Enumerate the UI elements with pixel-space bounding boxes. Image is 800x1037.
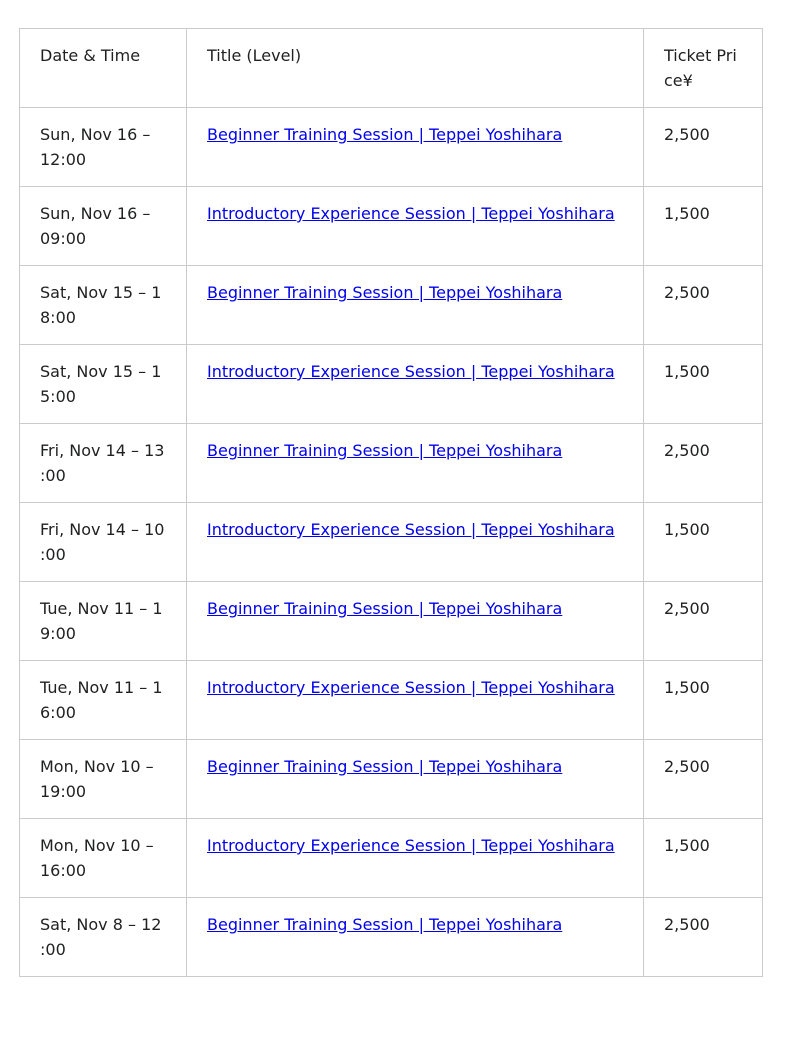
session-row: [20, 819, 763, 898]
header-ticket-price-label-line2: ce¥: [664, 71, 693, 90]
price-cell: [644, 740, 763, 819]
date-time-line1: Sun, Nov 16 –: [40, 125, 151, 144]
price-value: 1,500: [664, 836, 710, 855]
date-time-line2: 16:00: [40, 861, 87, 880]
session-title-link[interactable]: Beginner Training Session | Teppei Yoshihara: [207, 283, 563, 302]
session-title-link[interactable]: Beginner Training Session | Teppei Yoshihara: [207, 757, 563, 776]
price-cell: [644, 187, 763, 266]
date-time-cell: [20, 819, 187, 898]
date-time-cell: [20, 898, 187, 977]
sessions-table: [19, 28, 763, 977]
session-title-link[interactable]: Beginner Training Session | Teppei Yoshihara: [207, 915, 563, 934]
session-row: [20, 661, 763, 740]
price-cell: [644, 424, 763, 503]
date-time-cell: [20, 661, 187, 740]
price-value: 1,500: [664, 362, 710, 381]
price-cell: [644, 503, 763, 582]
sessions-table-wrap: [19, 28, 800, 977]
sessions-table-head: [20, 29, 763, 108]
title-cell: [187, 898, 644, 977]
session-row: [20, 266, 763, 345]
sessions-table-body: [20, 108, 763, 977]
date-time-line2: :00: [40, 940, 66, 959]
session-title-link[interactable]: Introductory Experience Session | Teppei Yoshihara: [207, 204, 615, 223]
date-time-line2: 12:00: [40, 150, 87, 169]
header-date-time-label: Date & Time: [40, 46, 141, 65]
session-title-link[interactable]: Beginner Training Session | Teppei Yoshihara: [207, 599, 563, 618]
session-title-link[interactable]: Beginner Training Session | Teppei Yoshihara: [207, 441, 563, 460]
title-cell: [187, 503, 644, 582]
date-time-line2: 09:00: [40, 229, 87, 248]
date-time-cell: [20, 266, 187, 345]
title-cell: [187, 108, 644, 187]
date-time-cell: [20, 424, 187, 503]
title-cell: [187, 582, 644, 661]
session-title-link[interactable]: Introductory Experience Session | Teppei Yoshihara: [207, 836, 615, 855]
session-row: [20, 108, 763, 187]
price-cell: [644, 108, 763, 187]
date-time-line2: :00: [40, 466, 66, 485]
header-ticket-price: [644, 29, 763, 108]
session-row: [20, 503, 763, 582]
session-row: [20, 898, 763, 977]
price-cell: [644, 266, 763, 345]
date-time-line2: 19:00: [40, 782, 87, 801]
date-time-line1: Tue, Nov 11 – 1: [40, 678, 163, 697]
price-cell: [644, 819, 763, 898]
date-time-line1: Tue, Nov 11 – 1: [40, 599, 163, 618]
price-value: 2,500: [664, 125, 710, 144]
price-value: 2,500: [664, 283, 710, 302]
title-cell: [187, 819, 644, 898]
date-time-line1: Sat, Nov 15 – 1: [40, 283, 162, 302]
date-time-line2: 5:00: [40, 387, 76, 406]
date-time-cell: [20, 187, 187, 266]
date-time-line1: Mon, Nov 10 –: [40, 836, 154, 855]
price-value: 2,500: [664, 757, 710, 776]
date-time-line1: Sun, Nov 16 –: [40, 204, 151, 223]
price-value: 1,500: [664, 204, 710, 223]
title-cell: [187, 187, 644, 266]
title-cell: [187, 266, 644, 345]
date-time-line1: Fri, Nov 14 – 10: [40, 520, 165, 539]
title-cell: [187, 661, 644, 740]
session-row: [20, 187, 763, 266]
date-time-line2: 6:00: [40, 703, 76, 722]
price-value: 2,500: [664, 915, 710, 934]
session-row: [20, 424, 763, 503]
session-title-link[interactable]: Introductory Experience Session | Teppei Yoshihara: [207, 362, 615, 381]
session-title-link[interactable]: Introductory Experience Session | Teppei Yoshihara: [207, 520, 615, 539]
date-time-cell: [20, 345, 187, 424]
header-ticket-price-label-line1: Ticket Pri: [664, 46, 737, 65]
price-cell: [644, 661, 763, 740]
date-time-cell: [20, 582, 187, 661]
date-time-line1: Sat, Nov 15 – 1: [40, 362, 162, 381]
header-date-time: [20, 29, 187, 108]
session-row: [20, 345, 763, 424]
date-time-cell: [20, 740, 187, 819]
header-title-level: [187, 29, 644, 108]
session-title-link[interactable]: Introductory Experience Session | Teppei Yoshihara: [207, 678, 615, 697]
price-value: 1,500: [664, 520, 710, 539]
session-row: [20, 582, 763, 661]
date-time-line2: 8:00: [40, 308, 76, 327]
price-cell: [644, 898, 763, 977]
price-cell: [644, 345, 763, 424]
price-value: 2,500: [664, 599, 710, 618]
title-cell: [187, 740, 644, 819]
date-time-line1: Mon, Nov 10 –: [40, 757, 154, 776]
date-time-line1: Fri, Nov 14 – 13: [40, 441, 165, 460]
price-value: 2,500: [664, 441, 710, 460]
date-time-line2: :00: [40, 545, 66, 564]
session-row: [20, 740, 763, 819]
date-time-cell: [20, 503, 187, 582]
price-cell: [644, 582, 763, 661]
price-value: 1,500: [664, 678, 710, 697]
session-title-link[interactable]: Beginner Training Session | Teppei Yoshihara: [207, 125, 563, 144]
date-time-line1: Sat, Nov 8 – 12: [40, 915, 162, 934]
header-title-level-label: Title (Level): [207, 46, 302, 65]
title-cell: [187, 345, 644, 424]
date-time-line2: 9:00: [40, 624, 76, 643]
header-row: [20, 29, 763, 108]
date-time-cell: [20, 108, 187, 187]
title-cell: [187, 424, 644, 503]
